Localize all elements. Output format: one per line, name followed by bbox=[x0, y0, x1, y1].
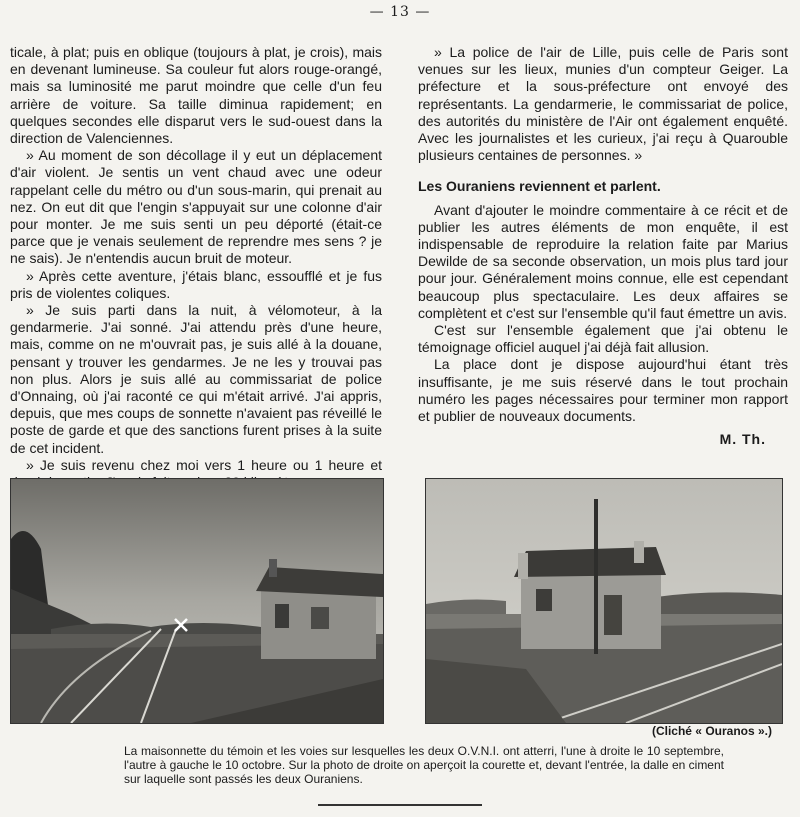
paragraph: ticale, à plat; puis en oblique (toujours à plat, je crois), mais en devenant lumineuse. Sa couleur fut alors rouge-orangé, mais sa luminosité me parut moindre que celle d'un feu arrière de voiture. Sa taille diminua rapidement; en quelques secondes elle disparut vers le sud-ouest dans la direction de Valenciennes. bbox=[10, 44, 382, 147]
author-signature: M. Th. bbox=[719, 431, 766, 448]
paragraph: » La police de l'air de Lille, puis celle de Paris sont venues sur les lieux, munies d'un compteur Geiger. La préfecture et la sous-préfecture ont envoyé des représentants. La gendarmerie, le commissariat de police, des autorités du ministère de l'Air ont également enquêté. Avec les journalistes et les curieux, j'ai reçu à Quarouble plusieurs centaines de personnes. » bbox=[418, 44, 788, 164]
closing-rule bbox=[318, 804, 482, 806]
paragraph: » Je suis parti dans la nuit, à vélomoteur, à la gendarmerie. J'ai sonné. J'ai attendu près d'une heure, mais, comme on ne m'ouvrait pas, je suis allé à la douane, pensant y trouver les gendarmes. Je ne les y trouvai pas non plus. Alors je suis allé au commissariat de police d'Onnaing, où j'ai raconté ce qui m'était arrivé. J'ai appris, depuis, que mes coups de sonnette n'avaient pas réveillé le poste de garde et que des sanctions furent prises à la suite de cet incident. bbox=[10, 302, 382, 456]
paragraph: » Après cette aventure, j'étais blanc, essoufflé et je fus pris de violentes coliques. bbox=[10, 267, 382, 301]
photo-house-right bbox=[425, 478, 783, 724]
photo-railway-left-image bbox=[11, 479, 383, 723]
paragraph: Avant d'ajouter le moindre commentaire à ce récit et de publier les autres éléments de mon enquête, il est indispensable de reproduire la relation faite par Marius Dewilde de sa seconde observation, un mois plus tard jour pour jour. Généralement moins connue, elle est cependant beaucoup plus spectaculaire. Les deux affaires se complètent et c'est sur l'ensemble qu'il faut émettre un avis. bbox=[418, 201, 788, 321]
section-title: Les Ouraniens reviennent et parlent. bbox=[418, 178, 661, 195]
paragraph: C'est sur l'ensemble également que j'ai obtenu le témoignage officiel auquel j'ai déjà fait allusion. bbox=[418, 322, 788, 356]
right-column bbox=[418, 44, 788, 448]
photo-house-right-image bbox=[426, 479, 782, 723]
paragraph: » Je suis revenu chez moi vers 1 heure ou 1 heure et bbox=[26, 456, 382, 473]
paragraph: La place dont je dispose aujourd'hui étant très insuffisante, je me suis réservé dans le tout prochain numéro les pages nécessaires pour terminer mon rapport et publier de nouveaux documents. bbox=[418, 356, 788, 425]
page-number: — 13 — bbox=[369, 4, 431, 20]
photo-railway-left bbox=[10, 478, 384, 724]
photo-credit: (Cliché « Ouranos ».) bbox=[651, 724, 772, 738]
left-column bbox=[10, 44, 382, 491]
photo-caption: La maisonnette du témoin et les voies sur lesquelles les deux O.V.N.I. ont atterri, l'une à droite le 10 septembre, l'autre à gauche le 10 octobre. Sur la photo de droite on aperçoit la courette et, devant l'entrée, la dalle en ciment sur laquelle sont passés les deux Ouraniens. bbox=[124, 744, 724, 786]
paragraph: » Au moment de son décollage il y eut un déplacement d'air violent. Je sentis un vent chaud avec une odeur rappelant celle du métro ou d'un sous-marin, qui prenait au nez. On eut dit que l'engin s'appuyait sur une colonne d'air pour monter. Je me suis senti un peu déporté (était-ce parce que je venais seulement de reprendre mes sens ? je ne sais). Je n'entendis aucun bruit de moteur. bbox=[10, 147, 382, 267]
